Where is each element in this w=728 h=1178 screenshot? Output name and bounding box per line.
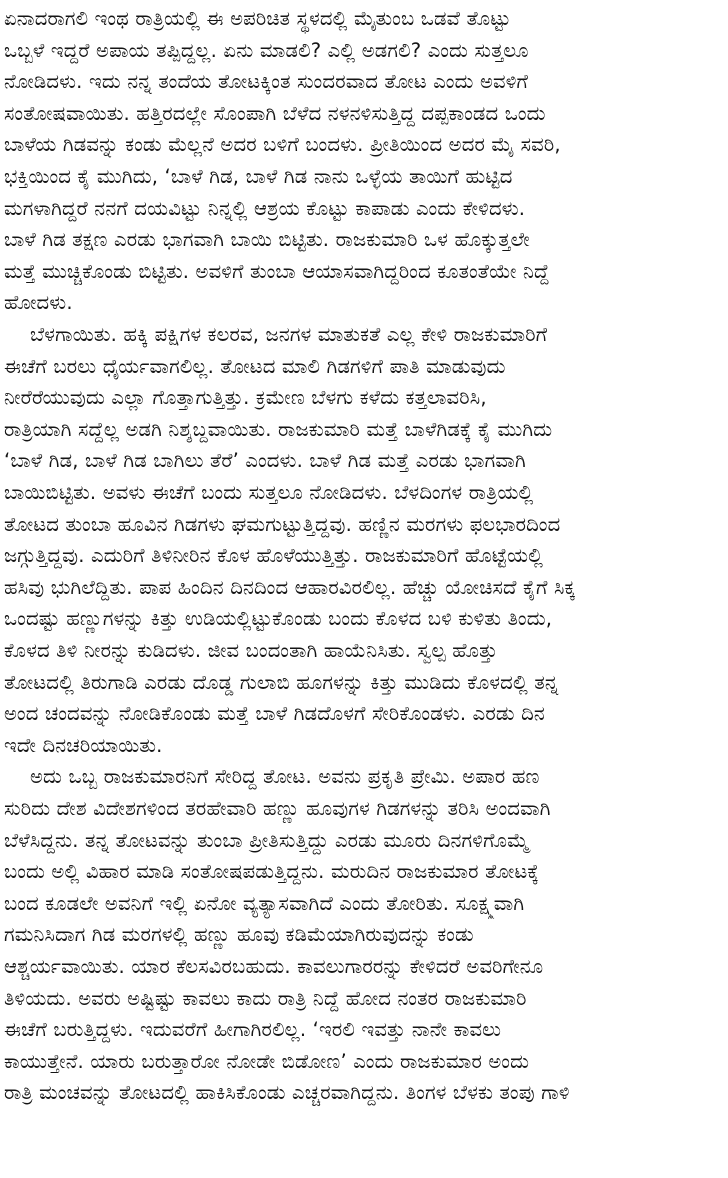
text-line: ಸುರಿದು ದೇಶ ವಿದೇಶಗಳಿಂದ ತರಹೇವಾರಿ ಹಣ್ಣು ಹೂವುಗಳ ಗಿಡಗಳನ್ನು ತರಿಸಿ ಅಂದವಾಗಿ (4, 797, 551, 820)
text-line: ಏನಾದರಾಗಲಿ ಇಂಥ ರಾತ್ರಿಯಲ್ಲಿ ಈ ಅಪರಿಚಿತ ಸ್ಥಳದಲ್ಲಿ ಮೈತುಂಬ ಒಡವೆ ತೊಟ್ಟು (4, 7, 511, 30)
text-line: ಕಾಯುತ್ತೇನೆ. ಯಾರು ಬರುತ್ತಾರೋ ನೋಡೇ ಬಿಡೋಣ’ ಎಂದು ರಾಜಕುಮಾರ ಅಂದು (4, 1049, 530, 1073)
text-line: ಸಂತೋಷವಾಯಿತು. ಹತ್ತಿರದಲ್ಲೇ ಸೊಂಪಾಗಿ ಬೆಳೆದ ನಳನಳಿಸುತ್ತಿದ್ದ ದಪ್ಪಕಾಂಡದ ಒಂದು (4, 101, 546, 125)
text-line: ರಾತ್ರಿ ಮಂಚವನ್ನು ತೋಟದಲ್ಲಿ ಹಾಕಿಸಿಕೊಂಡು ಎಚ್ಚರವಾಗಿದ್ದನು. ತಿಂಗಳ ಬೆಳಕು ತಂಪು ಗಾಳಿ (4, 1081, 570, 1105)
text-line: ನೋಡಿದಳು. ಇದು ನನ್ನ ತಂದೆಯ ತೋಟಕ್ಕಿಂತ ಸುಂದರವಾದ ತೋಟ ಎಂದು ಅವಳಿಗೆ (4, 70, 529, 94)
text-line: ಈಚೆಗೆ ಬರಲು ಧೈರ್ಯವಾಗಲಿಲ್ಲ. ತೋಟದ ಮಾಲಿ ಗಿಡಗಳಿಗೆ ಪಾತಿ ಮಾಡುವುದು (4, 354, 506, 378)
text-line: ಒಬ್ಬಳೆ ಇದ್ದರೆ ಅಪಾಯ ತಪ್ಪಿದ್ದಲ್ಲ. ಏನು ಮಾಡಲಿ? ಎಲ್ಲಿ ಅಡಗಲಿ? ಎಂದು ಸುತ್ತಲೂ (4, 38, 529, 62)
text-line: ಕೊಳದ ತಿಳಿ ನೀರನ್ನು ಕುಡಿದಳು. ಜೀವ ಬಂದಂತಾಗಿ ಹಾಯೆನಿಸಿತು. ಸ್ವಲ್ಪ ಹೊತ್ತು (4, 639, 498, 662)
text-line: ಇದೇ ದಿನಚರಿಯಾಯಿತು. (4, 733, 163, 757)
text-line: ಮಗಳಾಗಿದ್ದರೆ ನನಗೆ ದಯವಿಟ್ಟು ನಿನ್ನಲ್ಲಿ ಆಶ್ರಯ ಕೊಟ್ಟು ಕಾಪಾಡು ಎಂದು ಕೇಳಿದಳು. (4, 196, 526, 220)
text-line: ಅಂದ ಚಂದವನ್ನು ನೋಡಿಕೊಂಡು ಮತ್ತೆ ಬಾಳೆ ಗಿಡದೊಳಗೆ ಸೇರಿಕೊಂಡಳು. ಎರಡು ದಿನ (4, 702, 545, 726)
text-line: ತಿಳಿಯದು. ಅವರು ಅಷ್ಟಿಷ್ಟು ಕಾವಲು ಕಾದು ರಾತ್ರಿ ನಿದ್ದೆ ಹೋದ ನಂತರ ರಾಜಕುಮಾರಿ (4, 986, 527, 1010)
text-line: ಬೆಳೆಸಿದ್ದನು. ತನ್ನ ತೋಟವನ್ನು ತುಂಬಾ ಪ್ರೀತಿಸುತ್ತಿದ್ದು ಎರಡು ಮೂರು ದಿನಗಳಿಗೊಮ್ಮೆ (4, 828, 530, 852)
text-line: ನೀರೆರೆಯುವುದು ಎಲ್ಲಾ ಗೊತ್ತಾಗುತ್ತಿತ್ತು. ಕ್ರಮೇಣ ಬೆಳಗು ಕಳೆದು ಕತ್ತಲಾವರಿಸಿ, (4, 386, 487, 410)
text-line: ಒಂದಷ್ಟು ಹಣ್ಣುಗಳನ್ನು ಕಿತ್ತು ಉಡಿಯಲ್ಲಿಟ್ಟುಕೊಂಡು ಬಂದು ಕೊಳದ ಬಳಿ ಕುಳಿತು ತಿಂದು, (4, 607, 553, 631)
text-line: ತೋಟದ ತುಂಬಾ ಹೂವಿನ ಗಿಡಗಳು ಘಮಗುಟ್ಟುತ್ತಿದ್ದವು. ಹಣ್ಣಿನ ಮರಗಳು ಫಲಭಾರದಿಂದ (4, 512, 561, 536)
text-line: ಬಾಳೆ ಗಿಡ ತಕ್ಷಣ ಎರಡು ಭಾಗವಾಗಿ ಬಾಯಿ ಬಿಟ್ಟಿತು. ರಾಜಕುಮಾರಿ ಒಳ ಹೊಕ್ಕುತ್ತಲೇ (4, 228, 530, 252)
text-line: ಹೋದಳು. (4, 291, 73, 315)
text-line: ಜಗ್ಗುತ್ತಿದ್ದವು. ಎದುರಿಗೆ ತಿಳಿನೀರಿನ ಕೊಳ ಹೊಳೆಯುತ್ತಿತ್ತು. ರಾಜಕುಮಾರಿಗೆ ಹೊಟ್ಟೆಯಲ್ಲಿ (4, 544, 544, 568)
text-line: ಹಸಿವು ಭುಗಿಲೆದ್ದಿತು. ಪಾಪ ಹಿಂದಿನ ದಿನದಿಂದ ಆಹಾರವಿರಲಿಲ್ಲ. ಹೆಚ್ಚು ಯೋಚಿಸದೆ ಕೈಗೆ ಸಿಕ್ಕ (4, 575, 576, 599)
text-line: ತೋಟದಲ್ಲಿ ತಿರುಗಾಡಿ ಎರಡು ದೊಡ್ಡ ಗುಲಾಬಿ ಹೂಗಳನ್ನು ಕಿತ್ತು ಮುಡಿದು ಕೊಳದಲ್ಲಿ ತನ್ನ (4, 670, 559, 694)
text-line: ಬಾಳೆಯ ಗಿಡವನ್ನು ಕಂಡು ಮೆಲ್ಲನೆ ಅದರ ಬಳಿಗೆ ಬಂದಳು. ಪ್ರೀತಿಯಿಂದ ಅದರ ಮೈ ಸವರಿ, (4, 133, 561, 157)
text-line: ಅದು ಒಬ್ಬ ರಾಜಕುಮಾರನಿಗೆ ಸೇರಿದ್ದ ತೋಟ. ಅವನು ಪ್ರಕೃತಿ ಪ್ರೇಮಿ. ಅಪಾರ ಹಣ (30, 765, 540, 789)
text-line: ಗಮನಿಸಿದಾಗ ಗಿಡ ಮರಗಳಲ್ಲಿ ಹಣ್ಣು ಹೂವು ಕಡಿಮೆಯಾಗಿರುವುದನ್ನು ಕಂಡು (4, 923, 474, 947)
text-line: ಮತ್ತೆ ಮುಚ್ಚಿಕೊಂಡು ಬಿಟ್ಟಿತು. ಅವಳಿಗೆ ತುಂಬಾ ಆಯಾಸವಾಗಿದ್ದರಿಂದ ಕೂತಂತೆಯೇ ನಿದ್ದೆ (4, 259, 550, 283)
text-line: ಬಾಯಿಬಿಟ್ಟಿತು. ಅವಳು ಈಚೆಗೆ ಬಂದು ಸುತ್ತಲೂ ನೋಡಿದಳು. ಬೆಳದಿಂಗಳ ರಾತ್ರಿಯಲ್ಲಿ (4, 481, 534, 504)
text-line: ರಾತ್ರಿಯಾಗಿ ಸದ್ದೆಲ್ಲ ಅಡಗಿ ನಿಶ್ಶಬ್ದವಾಯಿತು. ರಾಜಕುಮಾರಿ ಮತ್ತೆ ಬಾಳೆಗಿಡಕ್ಕೆ ಕೈ ಮುಗಿದು (4, 417, 553, 441)
text-line: ಈಚೆಗೆ ಬರುತ್ತಿದ್ದಳು. ಇದುವರೆಗೆ ಹೀಗಾಗಿರಲಿಲ್ಲ. ‘ಇರಲಿ ಇವತ್ತು ನಾನೇ ಕಾವಲು (4, 1018, 502, 1042)
text-line: ಬಂದ ಕೂಡಲೇ ಅವನಿಗೆ ಇಲ್ಲಿ ಏನೋ ವ್ಯತ್ಯಾಸವಾಗಿದೆ ಎಂದು ತೋರಿತು. ಸೂಕ್ಷ್ಮವಾಗಿ (4, 891, 525, 915)
text-line: ಬೆಳಗಾಯಿತು. ಹಕ್ಕಿ ಪಕ್ಷಿಗಳ ಕಲರವ, ಜನಗಳ ಮಾತುಕತೆ ಎಲ್ಲ ಕೇಳಿ ರಾಜಕುಮಾರಿಗೆ (30, 323, 548, 346)
text-line: ಬಂದು ಅಲ್ಲಿ ವಿಹಾರ ಮಾಡಿ ಸಂತೋಷಪಡುತ್ತಿದ್ದನು. ಮರುದಿನ ರಾಜಕುಮಾರ ತೋಟಕ್ಕೆ (4, 860, 540, 884)
text-line: ‘ಬಾಳೆ ಗಿಡ, ಬಾಳೆ ಗಿಡ ಬಾಗಿಲು ತೆರೆ’ ಎಂದಳು. ಬಾಳೆ ಗಿಡ ಮತ್ತೆ ಎರಡು ಭಾಗವಾಗಿ (4, 449, 526, 473)
text-line: ಭಕ್ತಿಯಿಂದ ಕೈ ಮುಗಿದು, ‘ಬಾಳೆ ಗಿಡ, ಬಾಳೆ ಗಿಡ ನಾನು ಒಳ್ಳೆಯ ತಾಯಿಗೆ ಹುಟ್ಟಿದ (4, 165, 513, 188)
text-line: ಆಶ್ಚರ್ಯವಾಯಿತು. ಯಾರ ಕೆಲಸವಿರಬಹುದು. ಕಾವಲುಗಾರರನ್ನು ಕೇಳಿದರೆ ಅವರಿಗೇನೂ (4, 955, 544, 978)
